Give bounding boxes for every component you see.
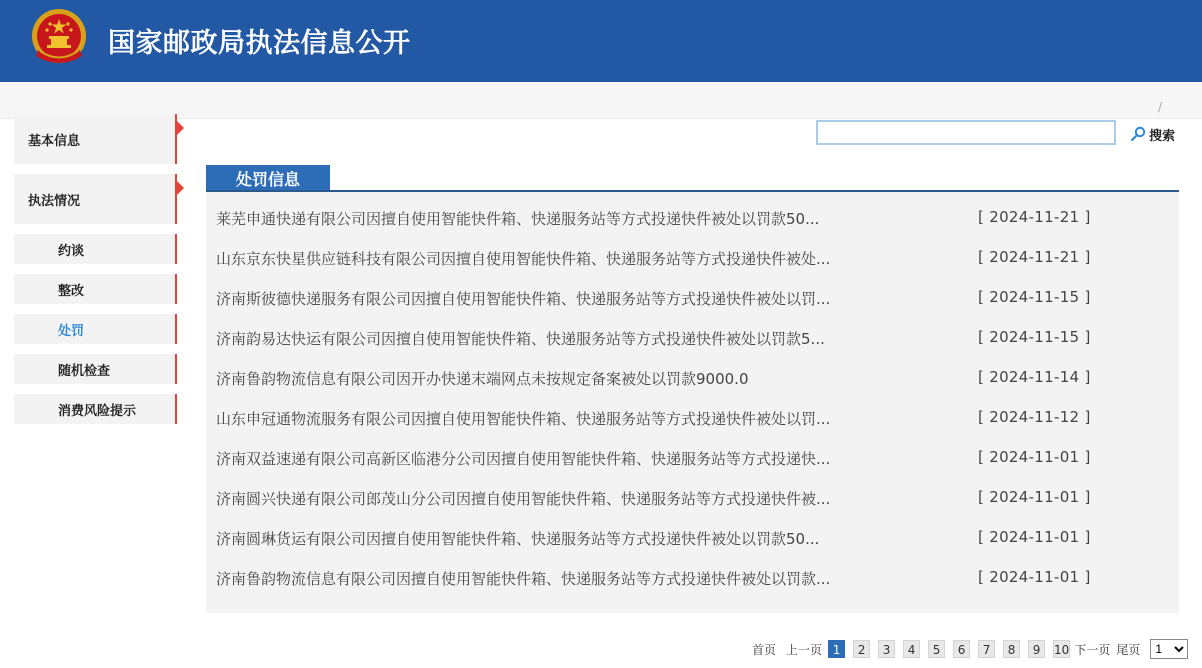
page-number[interactable]: 2 [853,640,870,658]
list-item [206,440,1179,480]
search-button[interactable] [1130,124,1175,144]
page-number[interactable]: 9 [1028,640,1045,658]
sidebar-item-label: 执法情况 [28,193,81,209]
sidebar-item-penalty[interactable] [14,314,177,344]
sidebar-item-label: 约谈 [58,243,85,259]
sidebar-item-consumer-risk[interactable] [14,394,177,424]
prev-page-link[interactable]: 上一页 [786,642,823,657]
page-number[interactable]: 6 [953,640,970,658]
page-number-current[interactable]: 1 [828,640,845,658]
sidebar-item-label: 随机检查 [58,363,111,379]
page-number[interactable]: 5 [928,640,945,658]
sidebar-item-enforcement[interactable] [14,174,177,224]
page-number[interactable]: 3 [878,640,895,658]
page-select[interactable] [1150,639,1188,659]
list-item-title[interactable]: 济南斯彼德快递服务有限公司因擅自使用智能快件箱、快递服务站等方式投递快件被处以罚... [216,290,831,308]
sidebar-item-basic-info[interactable] [14,114,177,164]
list-item-title[interactable]: 济南韵易达快运有限公司因擅自使用智能快件箱、快递服务站等方式投递快件被处以罚款5... [216,330,825,348]
search-button-label: 搜索 [1149,128,1176,144]
list-item [206,360,1179,400]
page-number[interactable]: 4 [903,640,920,658]
list-item-title[interactable]: 山东京东快星供应链科技有限公司因擅自使用智能快件箱、快递服务站等方式投递快件被处... [216,250,831,268]
sidebar-item-label: 消费风险提示 [58,403,137,419]
list-item-date: [ 2024-11-21 ] [978,208,1091,226]
penalty-list [206,192,1179,613]
list-item-date: [ 2024-11-15 ] [978,288,1091,306]
list-item [206,200,1179,240]
list-item [206,480,1179,520]
list-item [206,520,1179,560]
list-item-date: [ 2024-11-01 ] [978,488,1091,506]
search-icon [1130,126,1146,142]
first-page-link[interactable]: 首页 [752,642,777,657]
list-item-date: [ 2024-11-12 ] [978,408,1091,426]
sidebar-item-label: 整改 [58,283,85,299]
list-item-date: [ 2024-11-01 ] [978,568,1091,586]
list-item-title[interactable]: 济南鲁韵物流信息有限公司因开办快递末端网点未按规定备案被处以罚款9000.0 [216,370,749,388]
list-item-title[interactable]: 莱芜申通快递有限公司因擅自使用智能快件箱、快递服务站等方式投递快件被处以罚款50... [216,210,820,228]
list-item-title[interactable]: 济南圆琳货运有限公司因擅自使用智能快件箱、快递服务站等方式投递快件被处以罚款50... [216,530,820,548]
list-item-date: [ 2024-11-01 ] [978,448,1091,466]
sidebar-item-rectification[interactable] [14,274,177,304]
breadcrumb-separator: / [1158,100,1163,114]
last-page-link[interactable]: 尾页 [1116,642,1141,657]
page-number[interactable]: 8 [1003,640,1020,658]
list-item-title[interactable]: 山东申冠通物流服务有限公司因擅自使用智能快件箱、快递服务站等方式投递快件被处以罚... [216,410,831,428]
list-item [206,240,1179,280]
list-item [206,320,1179,360]
site-title: 国家邮政局执法信息公开 [108,28,411,59]
list-item [206,280,1179,320]
list-item-title[interactable]: 济南双益速递有限公司高新区临港分公司因擅自使用智能快件箱、快递服务站等方式投递快... [216,450,831,468]
page-number[interactable]: 10 [1053,640,1070,658]
list-item-date: [ 2024-11-21 ] [978,248,1091,266]
list-item [206,400,1179,440]
list-item-date: [ 2024-11-14 ] [978,368,1091,386]
breadcrumb-bar [0,82,1202,119]
list-item-date: [ 2024-11-15 ] [978,328,1091,346]
section-title: 处罚信息 [206,165,330,191]
search-input[interactable] [816,120,1116,145]
list-item-title[interactable]: 济南鲁韵物流信息有限公司因擅自使用智能快件箱、快递服务站等方式投递快件被处以罚款... [216,570,831,588]
list-item [206,560,1179,600]
list-item-date: [ 2024-11-01 ] [978,528,1091,546]
pagination [752,639,1188,659]
next-page-link[interactable]: 下一页 [1074,642,1111,657]
sidebar-item-interview[interactable] [14,234,177,264]
national-emblem-icon [28,6,90,68]
site-header [0,0,1202,82]
sidebar-item-label: 处罚 [58,323,85,339]
list-item-title[interactable]: 济南圆兴快递有限公司郎茂山分公司因擅自使用智能快件箱、快递服务站等方式投递快件被... [216,490,831,508]
sidebar-item-random-inspection[interactable] [14,354,177,384]
page-number[interactable]: 7 [978,640,995,658]
sidebar-item-label: 基本信息 [28,133,81,149]
